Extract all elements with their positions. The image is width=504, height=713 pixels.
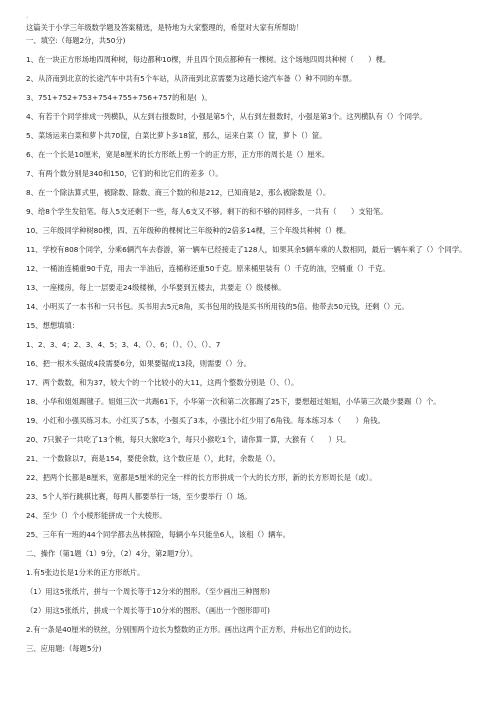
question-20: 20、7只猴子一共吃了13个桃，每只大猴吃3个，每只小猴吃1个，请你算一算，大猴有（ ）只。 [26,435,351,444]
question-2: 2、从济南到北京的长途汽车中共有5个车站，从济南到北京需要为这趟长途汽车备（）种不同的车票。 [26,74,357,83]
operation-2: 2.有一条是40厘米的铁丝，分别围两个边长为整数的正方形。画出这两个正方形，并标出它们的边长。 [26,625,357,634]
question-18: 18、小华和姐姐踢毽子。姐姐三次一共踢61下，小华第一次和第二次都踢了25下，要想超过姐姐，小华第三次最少要踢（）个。 [26,397,441,406]
question-3: 3、751+752+753+754+755+756+757的和是( )。 [26,93,212,102]
question-5: 5、菜场运来白菜和萝卜共70筐，白菜比萝卜多18筐，那么，运来白菜（）筐，萝卜（）筐。 [26,131,327,140]
question-8: 8、在一个除法算式里，被除数、除数、商三个数的和是212，已知商是2，那么被除数是（）。 [26,188,331,197]
question-15-sequence: 1、2、3、4；2、3、4、5；3、4、（）、6；（）、（）、（）、7 [26,340,221,349]
question-22: 22、把两个长都是8厘米，宽都是5厘米的完全一样的长方形拼成一个大的长方形，新的长方形周长是（或）。 [26,473,377,482]
operation-1: 1.有5张边长是1分米的正方形纸片。 [26,568,145,577]
question-17: 17、两个数数，和为37，较大个的一个比较小的大11，这两个整数分别是（）、（）。 [26,378,299,387]
question-16: 16、把一根木头锯成4段需要6分，如果要锯成13段，则需要（）分。 [26,359,251,368]
question-6: 6、在一个长是10厘米，宽是8厘米的长方形纸上剪一个的正方形，正方形的周长是（）厘米。 [26,150,330,159]
question-7: 7、有两个数分别是340和150，它们的和比它们的差多（）。 [26,169,223,178]
question-25: 25、三年有一班的44个同学都去丛林探险，每辆小车只能坐6人，该租（）辆车。 [26,530,291,539]
question-19: 19、小红和小强买练习本。小红买了5本，小强买了3本，小强比小红少用了6角钱。每本练习本（ ）角钱。 [26,416,385,425]
question-11: 11、学校有808个同学，分乘6辆汽车去春游，第一辆车已经接走了128人，如果其余5辆车乘的人数相同，最后一辆车乘了（）个同学。 [26,245,467,254]
question-24: 24、至少（）个小棱形能拼成一个大棱形。 [26,511,167,520]
question-12: 12、一桶油连桶重90千克，用去一半油后，连桶称还重50千克。原来桶里装有（）千克的油，空桶重（）千克。 [26,264,390,273]
page-marker: 。 [26,13,33,20]
question-23: 23、5个人举行跳棋比赛，每两人都要举行一场，至少要举行（）场。 [26,492,252,501]
question-1: 1、在一块正方形场地四周种树，每边都种10棵，并且四个顶点都种有一棵树。这个场地四周共种树（ ）棵。 [26,55,391,64]
question-13: 13、一座楼房，每上一层要走24级楼梯，小华要到五楼去，共要走（）级楼梯。 [26,283,286,292]
question-15: 15、想想填填： [26,321,80,330]
operation-1b: （2）用这5张纸片，拼成一个周长等于10分米的图形。（画出一个图形即可) [26,606,270,615]
question-10: 10、三年级同学种树80棵，四、五年级种的棵树比三年级种的2倍多14棵，三个年级共种树（）棵。 [26,226,351,235]
question-21: 21、一个数除以7，商是154，要使余数，这个数应是（），此时，余数是（）。 [26,454,281,463]
question-4: 4、有若干个同学排成一列横队，从左到右报数时，小强是第5个，从右到左报数时，小强是第3个。这列横队有（）个同学。 [26,112,427,121]
section1-title: 一、填空:（每题2分，共50分) [26,36,126,45]
question-9: 9、给8个学生发铅笔。每人5支还剩下一些，每人6支又不够。剩下的和不够的同样多，一共有（ ）支铅笔。 [26,207,388,216]
operation-1a: （1）用这5张纸片，拼与一个周长等于12分米的图形。（至少画出三种图形) [26,587,270,596]
intro-text: 这篇关于小学三年级数学题及答案精选，是特地为大家整理的，希望对大家有所帮助！ [26,23,304,32]
section3-title: 三、应用题:（每题5分) [26,644,102,653]
question-14: 14、小明买了一本书和一只书包。买书用去5元8角，买书包用的钱是买书所用钱的5倍。他带去50元钱，还剩（）元。 [26,302,409,311]
section2-title: 二、操作（第1题（1）9分，（2）4分，第2题7分）。 [26,549,198,558]
